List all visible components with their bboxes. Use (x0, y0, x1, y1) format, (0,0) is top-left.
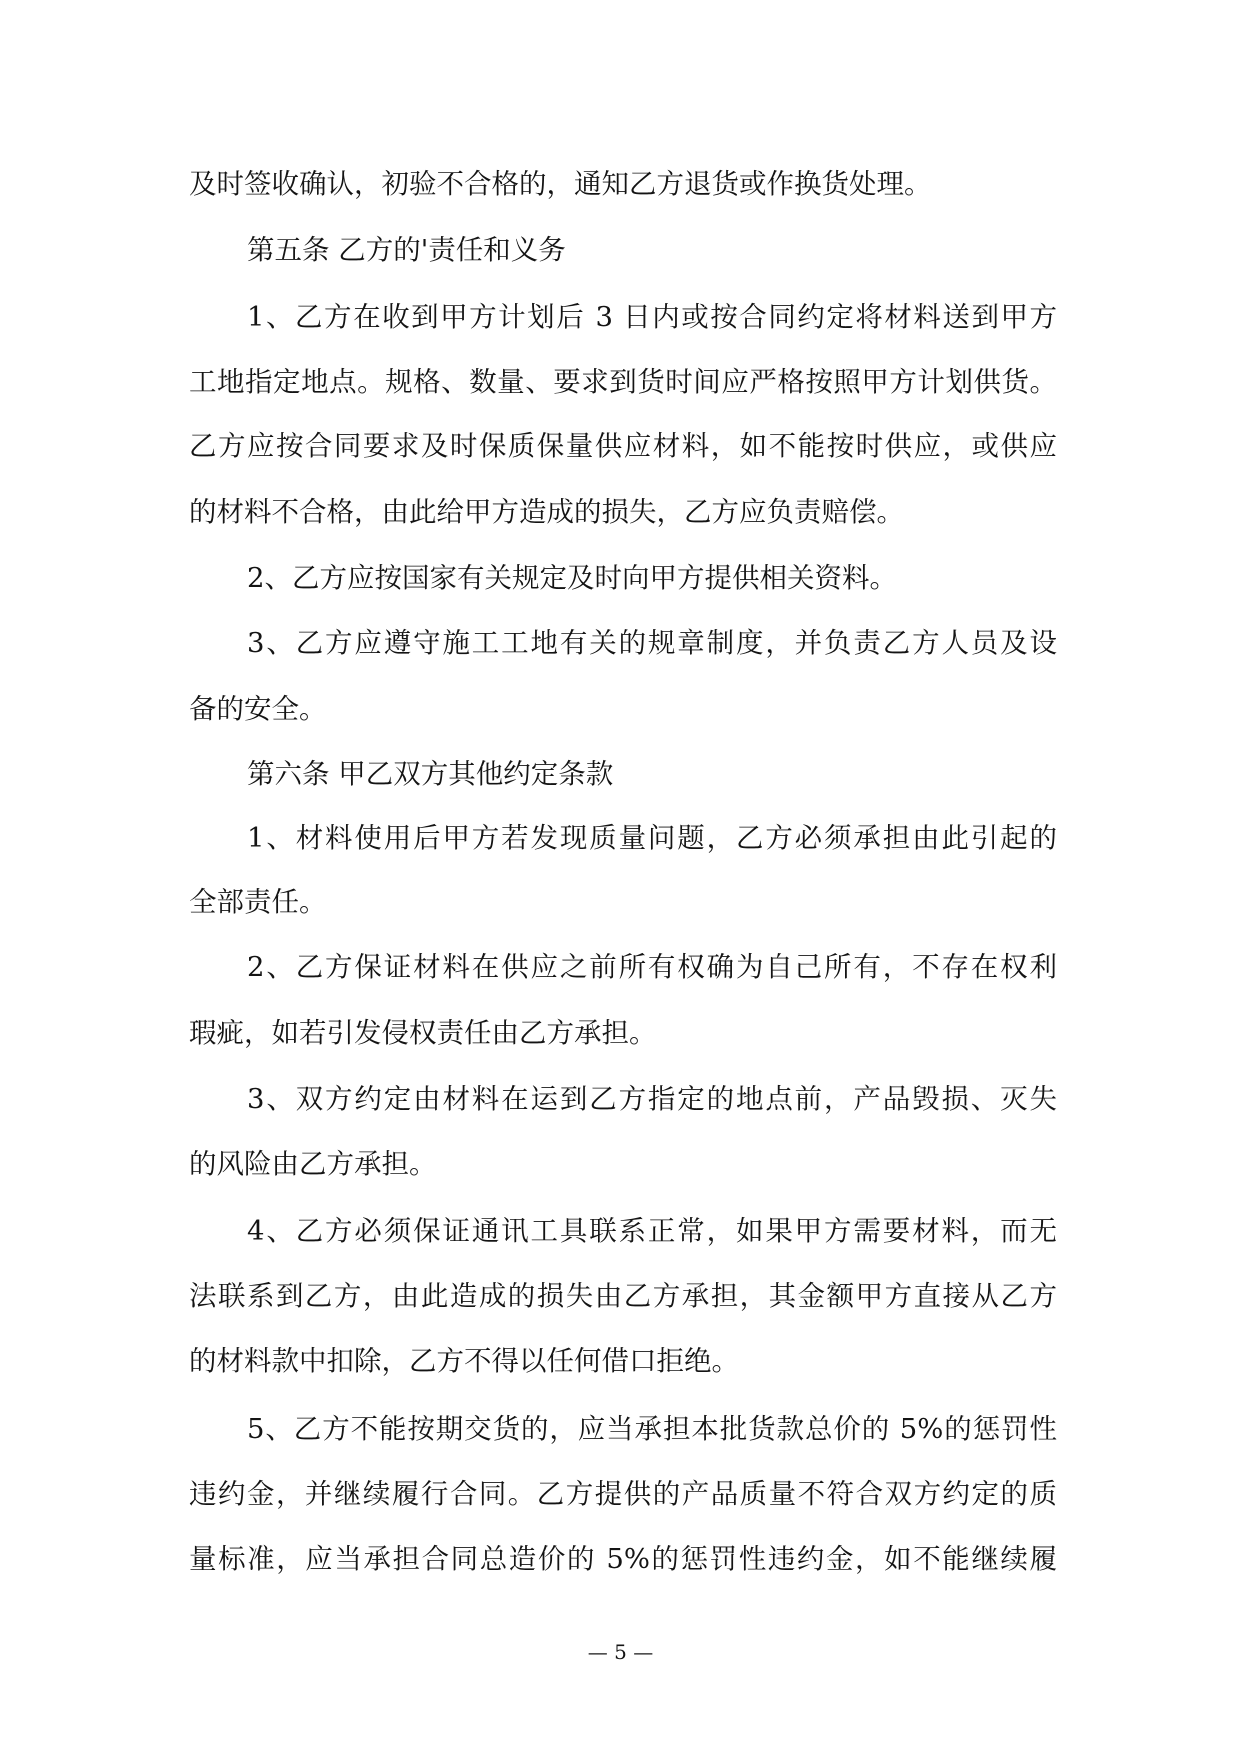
paragraph-line: 3、乙方应遵守施工工地有关的规章制度，并负责乙方人员及设 (247, 627, 1057, 659)
paragraph-line: 乙方应按合同要求及时保质保量供应材料，如不能按时供应，或供应 (189, 430, 1057, 462)
paragraph-line: 的材料不合格，由此给甲方造成的损失，乙方应负责赔偿。 (189, 496, 904, 528)
paragraph-line: 3、双方约定由材料在运到乙方指定的地点前，产品毁损、灭失 (247, 1083, 1057, 1115)
paragraph-line: 量标准，应当承担合同总造价的 5%的惩罚性违约金，如不能继续履 (189, 1543, 1057, 1575)
paragraph-line: 的材料款中扣除，乙方不得以任何借口拒绝。 (189, 1345, 739, 1377)
page-number: — 5 — (587, 1640, 654, 1664)
paragraph-line: 违约金，并继续履行合同。乙方提供的产品质量不符合双方约定的质 (189, 1478, 1057, 1510)
paragraph-line: 工地指定地点。规格、数量、要求到货时间应严格按照甲方计划供货。 (189, 366, 1057, 398)
paragraph-line: 1、乙方在收到甲方计划后 3 日内或按合同约定将材料送到甲方 (247, 301, 1057, 333)
paragraph-line: 1、材料使用后甲方若发现质量问题，乙方必须承担由此引起的 (247, 822, 1057, 854)
paragraph-line: 备的安全。 (189, 693, 327, 725)
article-heading: 第六条 甲乙双方其他约定条款 (247, 758, 614, 790)
paragraph-line: 及时签收确认，初验不合格的，通知乙方退货或作换货处理。 (189, 168, 932, 200)
paragraph-line: 2、乙方保证材料在供应之前所有权确为自己所有，不存在权利 (247, 951, 1057, 983)
paragraph-line: 瑕疵，如若引发侵权责任由乙方承担。 (189, 1017, 657, 1049)
paragraph-line: 法联系到乙方，由此造成的损失由乙方承担，其金额甲方直接从乙方 (189, 1280, 1057, 1312)
paragraph-line: 2、乙方应按国家有关规定及时向甲方提供相关资料。 (247, 562, 897, 594)
paragraph-line: 5、乙方不能按期交货的，应当承担本批货款总价的 5%的惩罚性 (247, 1413, 1057, 1445)
paragraph-line: 全部责任。 (189, 886, 327, 918)
paragraph-line: 的风险由乙方承担。 (189, 1148, 437, 1180)
paragraph-line: 4、乙方必须保证通讯工具联系正常，如果甲方需要材料，而无 (247, 1215, 1057, 1247)
article-heading: 第五条 乙方的'责任和义务 (247, 234, 566, 266)
